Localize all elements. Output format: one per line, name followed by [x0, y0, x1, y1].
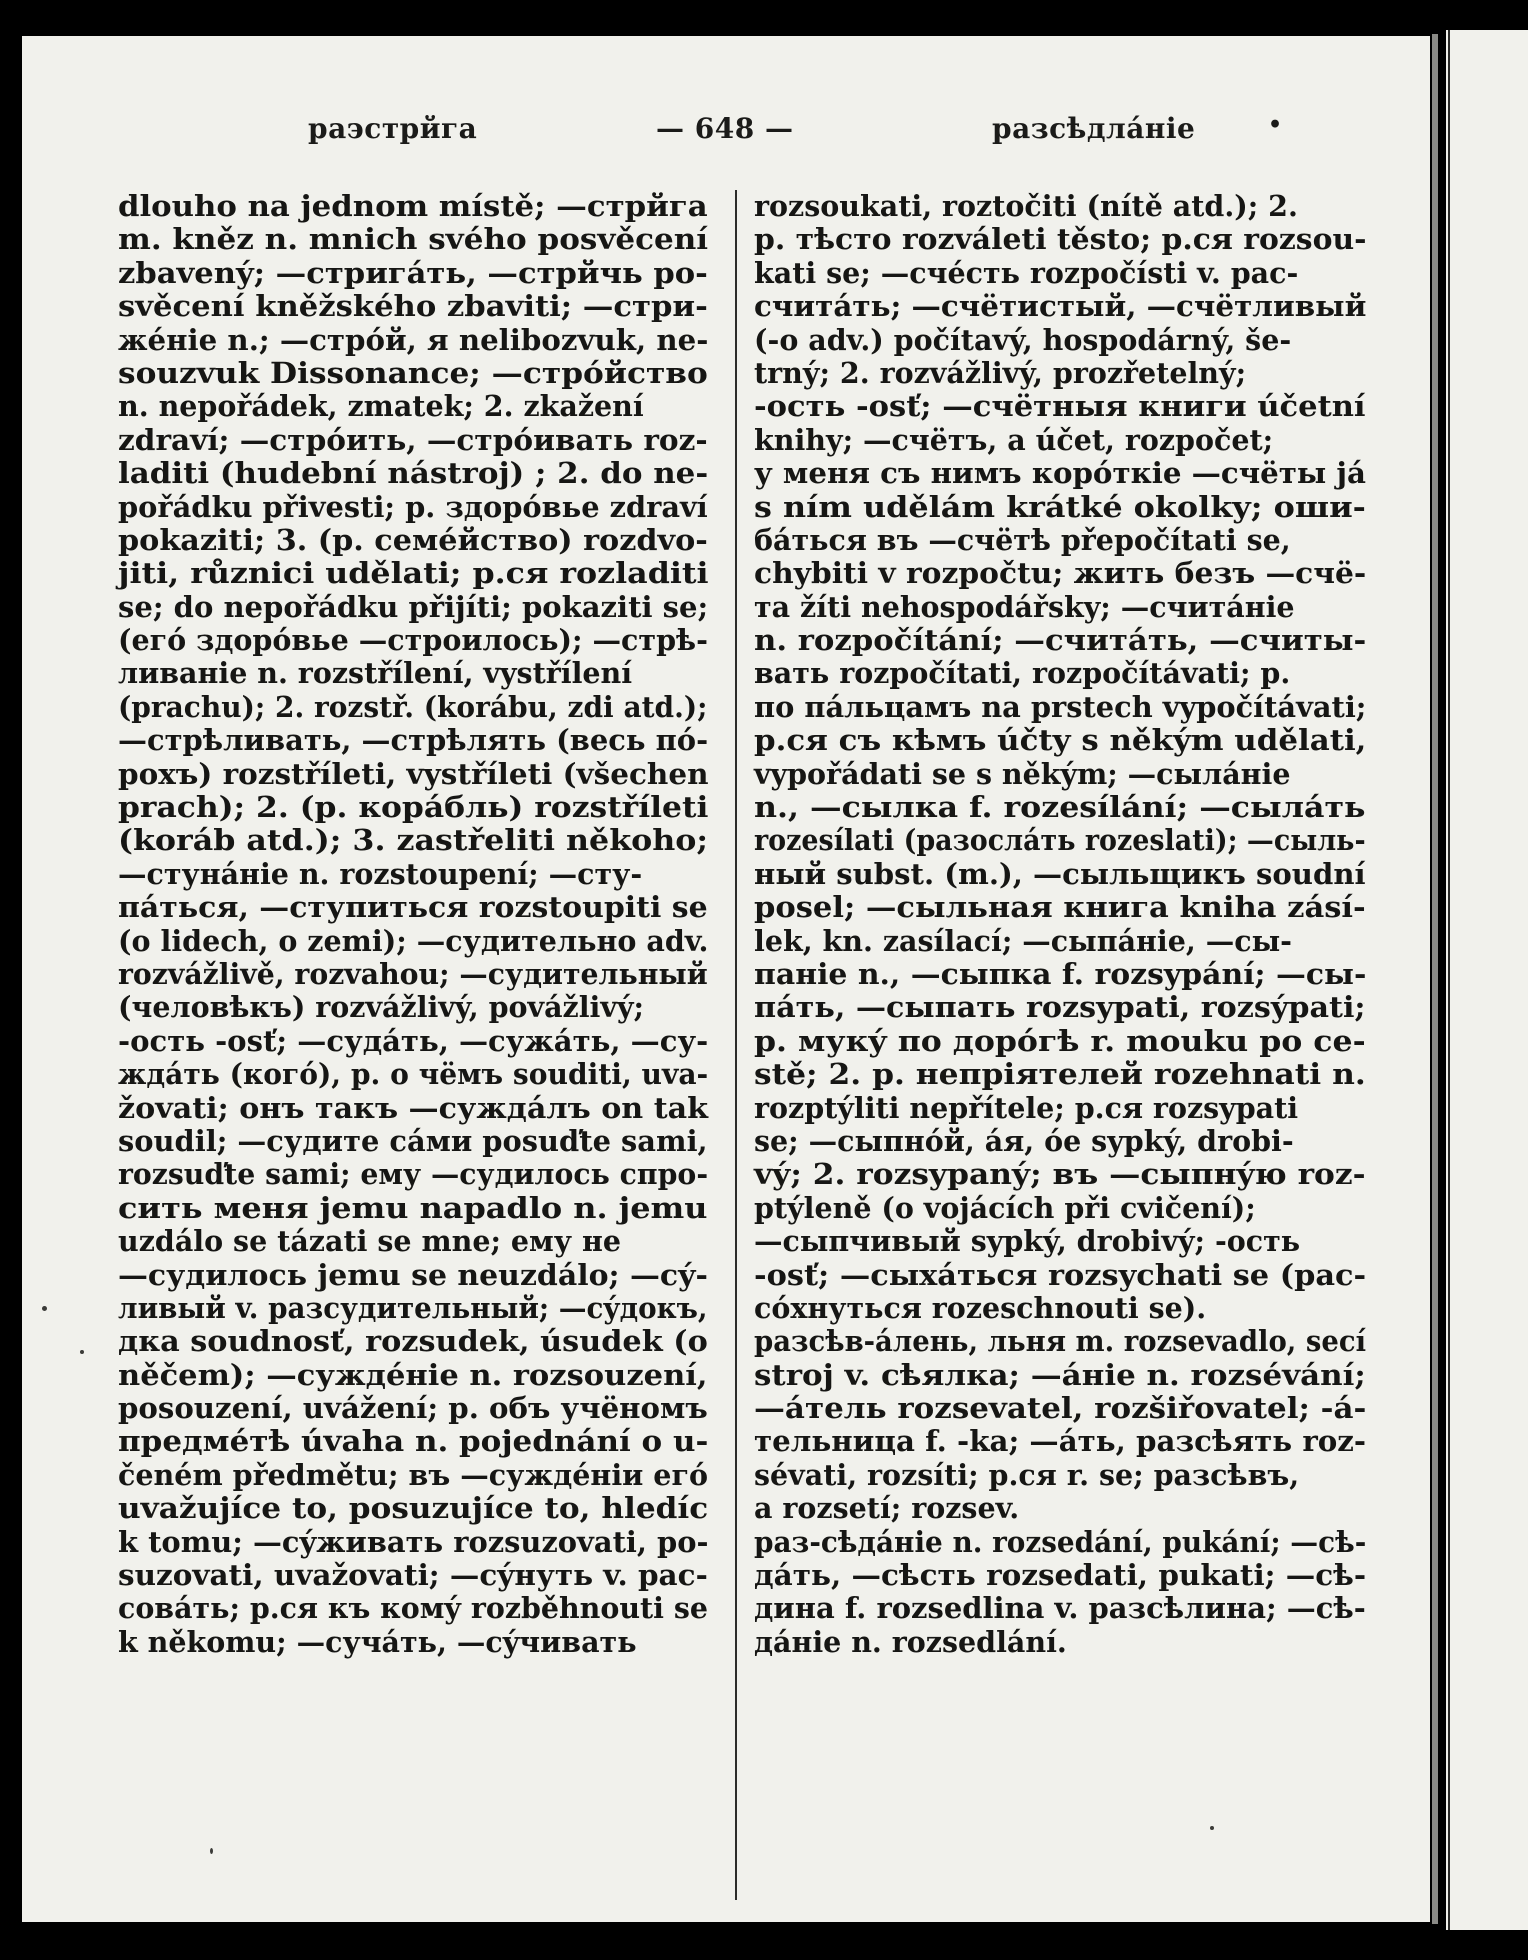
running-header-first-entry: раэстрйга [308, 112, 478, 145]
left-column [118, 190, 708, 1659]
right-column-line: vý; 2. rozsypaný; въ —сыпнýю roz- [754, 1157, 1366, 1192]
right-column-line: sévati, rozsíti; р.ся r. se; разсѣвъ, [754, 1457, 1300, 1492]
right-column-line: n., —сылка f. rozesílání; —сылáть [754, 790, 1366, 825]
right-column-line: дина f. rozsedlina v. разсѣлина; —сѣ- [754, 1591, 1366, 1626]
right-column-line: сóхнуться rozeschnouti se). [754, 1290, 1207, 1325]
left-column-line: jiti, různici udělati; р.ся rozladiti [118, 556, 709, 591]
left-column-line: k tomu; —сýживать rozsuzovati, po- [118, 1524, 709, 1559]
right-column-line: —сыпчивый sypký, drobivý; -ость [754, 1224, 1301, 1259]
left-column-line: dlouho na jednom místě; —стрйга [118, 189, 708, 223]
left-column-line: (егó здорóвье —строилось); —стрѣ- [118, 623, 708, 658]
left-column-line: —стрѣливать, —стрѣлять (весь пó- [118, 723, 709, 758]
adjacent-page-border [1448, 30, 1450, 1930]
right-column-line: lek, kn. zasílací; —сыпáніе, —сы- [754, 923, 1292, 958]
left-column-line: čeném předmětu; въ —суждéніи егó [118, 1457, 708, 1492]
left-column-line: uvažujíce to, posuzujíce to, hledíc [118, 1491, 709, 1526]
left-column-line: (o lidech, o zemi); —судительно adv. [118, 923, 709, 958]
left-column-line: rozvážlivě, rozvahou; —судительный [118, 956, 708, 991]
right-column-line: se; —сыпнóй, áя, óе sypký, drobi- [754, 1123, 1294, 1158]
left-column-line: n. nepořádek, zmatek; 2. zkažení [118, 389, 644, 424]
left-column-line: něčem); —суждéніе n. rozsouzení, [118, 1357, 708, 1392]
right-column-line: вать rozpočítati, rozpočítávati; р. [754, 656, 1291, 691]
left-column-line: svěcení kněžského zbaviti; —стри- [118, 289, 708, 324]
right-column-line: (-о adv.) počítavý, hospodárný, še- [754, 322, 1292, 357]
left-column-line: zdraví; —стрóить, —стрóивать roz- [118, 422, 708, 457]
right-column-line: та žíti nehospodářsky; —считáніе [754, 589, 1295, 624]
right-column-line: считáть; —счётистый, —счётливый [754, 289, 1367, 324]
left-column-line: —стунáніе n. rozstoupení; —сту- [118, 856, 643, 891]
right-column-line: р.ся съ кѣмъ účty s někým udělati, [754, 723, 1367, 758]
right-column-line: stroj v. сѣялка; —áніе n. rozsévání; [754, 1357, 1366, 1392]
right-column-line: дáть, —сѣсть rozsedati, pukati; —сѣ- [754, 1558, 1367, 1593]
right-column-line: тельница f. -ka; —áть, разсѣять roz- [754, 1424, 1367, 1459]
right-column-line: разсѣв-áлень, льня m. rozsevadlo, secí [754, 1324, 1367, 1359]
adjacent-page-edge [1446, 30, 1528, 1930]
scan-speck [210, 1848, 213, 1854]
right-column-line: р. мукý по дорóгѣ r. mouku po ce- [754, 1023, 1366, 1058]
left-column-line: žovati; онъ такъ —суждáлъ on tak [118, 1090, 709, 1125]
left-column-line: ждáть (когó), р. о чёмъ souditi, uva- [118, 1057, 709, 1092]
scan-speck [1210, 1826, 1214, 1830]
left-column-line: -ость -osť; —судáть, —сужáть, —су- [118, 1023, 709, 1058]
header-mark: • [1268, 112, 1283, 138]
right-column-line: бáться въ —счётѣ přepočítati se, [754, 522, 1291, 557]
page-edge-shadow [1432, 34, 1438, 1924]
right-column-line: posel; —сыльная книга kniha zásí- [754, 890, 1366, 925]
left-column-line: ливаніе n. rozstřílení, vystřílení [118, 656, 633, 691]
page-number: — 648 — [656, 112, 794, 145]
left-column-line: (koráb atd.); 3. zastřeliti někoho; [118, 823, 709, 858]
left-column-line: дка soudnosť, rozsudek, úsudek (o [118, 1324, 708, 1359]
right-column-line: р. тѣсто rozváleti těsto; р.ся rozsou- [754, 222, 1367, 257]
left-column-line: —судилось jemu se neuzdálo; —сý- [118, 1257, 708, 1292]
left-column-line: m. kněz n. mnich svého posvěcení [118, 222, 709, 257]
running-header-last-entry: разсѣдлáніе [992, 112, 1196, 145]
right-column-line: knihy; —счётъ, a účet, rozpočet; [754, 422, 1274, 457]
left-column-line: soudil; —судите сáми posuďte sami, [118, 1123, 708, 1158]
right-column-line: stě; 2. р. непріятелей rozehnati n. [754, 1057, 1366, 1092]
left-column-line: uzdálo se tázati se mne; ему не [118, 1224, 621, 1259]
left-column-line: ливый v. разсудительный; —сýдокъ, [118, 1290, 708, 1325]
right-column-line: rozesílati (разослáть rozeslati); —сыль- [754, 823, 1366, 858]
left-column-line: se; do nepořádku přijíti; pokaziti se; [118, 589, 709, 624]
right-column-line: раз-сѣдáніе n. rozsedání, pukání; —сѣ- [754, 1524, 1367, 1559]
right-column-line: паніе n., —сыпка f. rozsypání; —сы- [754, 956, 1367, 991]
left-column-line: prach); 2. (р. корáбль) rozstříleti [118, 790, 709, 825]
right-column-line: vypořádati se s někým; —сылáніе [754, 756, 1291, 791]
right-column-line: rozsoukati, roztočiti (nítě atd.); 2. [754, 189, 1298, 223]
right-column-line: ный subst. (m.), —сыльщикъ soudní [754, 856, 1366, 891]
left-column-line: zbavený; —стригáть, —стрйчь po- [118, 255, 708, 290]
left-column-line: pořádku přivesti; р. здорóвье zdraví [118, 489, 708, 524]
left-column-line: рохъ) rozstříleti, vystříleti (všechen [118, 756, 709, 791]
left-column-line: жéніе n.; —стрóй, я nelibozvuk, ne- [118, 322, 709, 357]
right-column-line: —áтель rozsevatel, rozšiřovatel; -á- [754, 1391, 1367, 1426]
column-divider [735, 190, 737, 1900]
left-column-line: сить меня jemu napadlo n. jemu [118, 1190, 708, 1225]
left-column-line: (человѣкъ) rozvážlivý, povážlivý; [118, 990, 645, 1025]
right-column-line: chybiti v rozpočtu; жить безъ —счё- [754, 556, 1367, 591]
right-column-line: s ním udělám krátké okolky; оши- [754, 489, 1366, 524]
left-column-line: rozsuďte sami; ему —судилось спро- [118, 1157, 709, 1192]
left-column-line: предмéтѣ úvaha n. pojednání o u- [118, 1424, 709, 1459]
scan-speck [42, 1306, 47, 1311]
left-column-line: posouzení, uvážení; р. объ учёномъ [118, 1391, 708, 1426]
right-column-line: -ость -osť; —счётныя книги účetní [754, 389, 1366, 424]
right-column [754, 190, 1366, 1659]
right-column-line: rozptýliti nepřítele; р.ся rozsypati [754, 1090, 1299, 1125]
right-column-line: kati se; —счéсть rozpočísti v. рас- [754, 255, 1299, 290]
left-column-line: pokaziti; 3. (р. семéйство) rozdvo- [118, 522, 708, 557]
right-column-line: -osť; —сыхáться rozsychati se (рас- [754, 1257, 1367, 1292]
left-column-line: suzovati, uvažovati; —сýнуть v. рас- [118, 1558, 708, 1593]
left-column-line: laditi (hudební nástroj) ; 2. do ne- [118, 456, 709, 491]
right-column-line: дáніе n. rozsedlání. [754, 1624, 1067, 1659]
right-column-line: n. rozpočítání; —считáть, —считы- [754, 623, 1367, 658]
right-column-line: по пáльцамъ na prstech vypočítávati; [754, 689, 1367, 724]
left-column-line: пáться, —ступиться rozstoupiti se [118, 890, 708, 925]
left-column-line: совáть; р.ся къ комý rozběhnouti se [118, 1591, 708, 1626]
right-column-line: trný; 2. rozvážlivý, prozřetelný; [754, 355, 1247, 390]
left-column-line: souzvuk Dissonance; —стрóйство [118, 355, 708, 390]
left-column-line: k někomu; —сучáть, —сýчивать [118, 1624, 637, 1659]
right-column-line: ptýleně (o vojácích při cvičení); [754, 1190, 1256, 1225]
right-column-line: у меня съ нимъ корóткіе —счёты já [754, 456, 1366, 491]
scan-speck [80, 1350, 84, 1354]
right-column-line: a rozsetí; rozsev. [754, 1491, 1020, 1526]
left-column-line: (prachu); 2. rozstř. (korábu, zdi atd.); [118, 689, 708, 724]
right-column-line: пáть, —сыпать rozsypati, rozsýpati; [754, 990, 1366, 1025]
